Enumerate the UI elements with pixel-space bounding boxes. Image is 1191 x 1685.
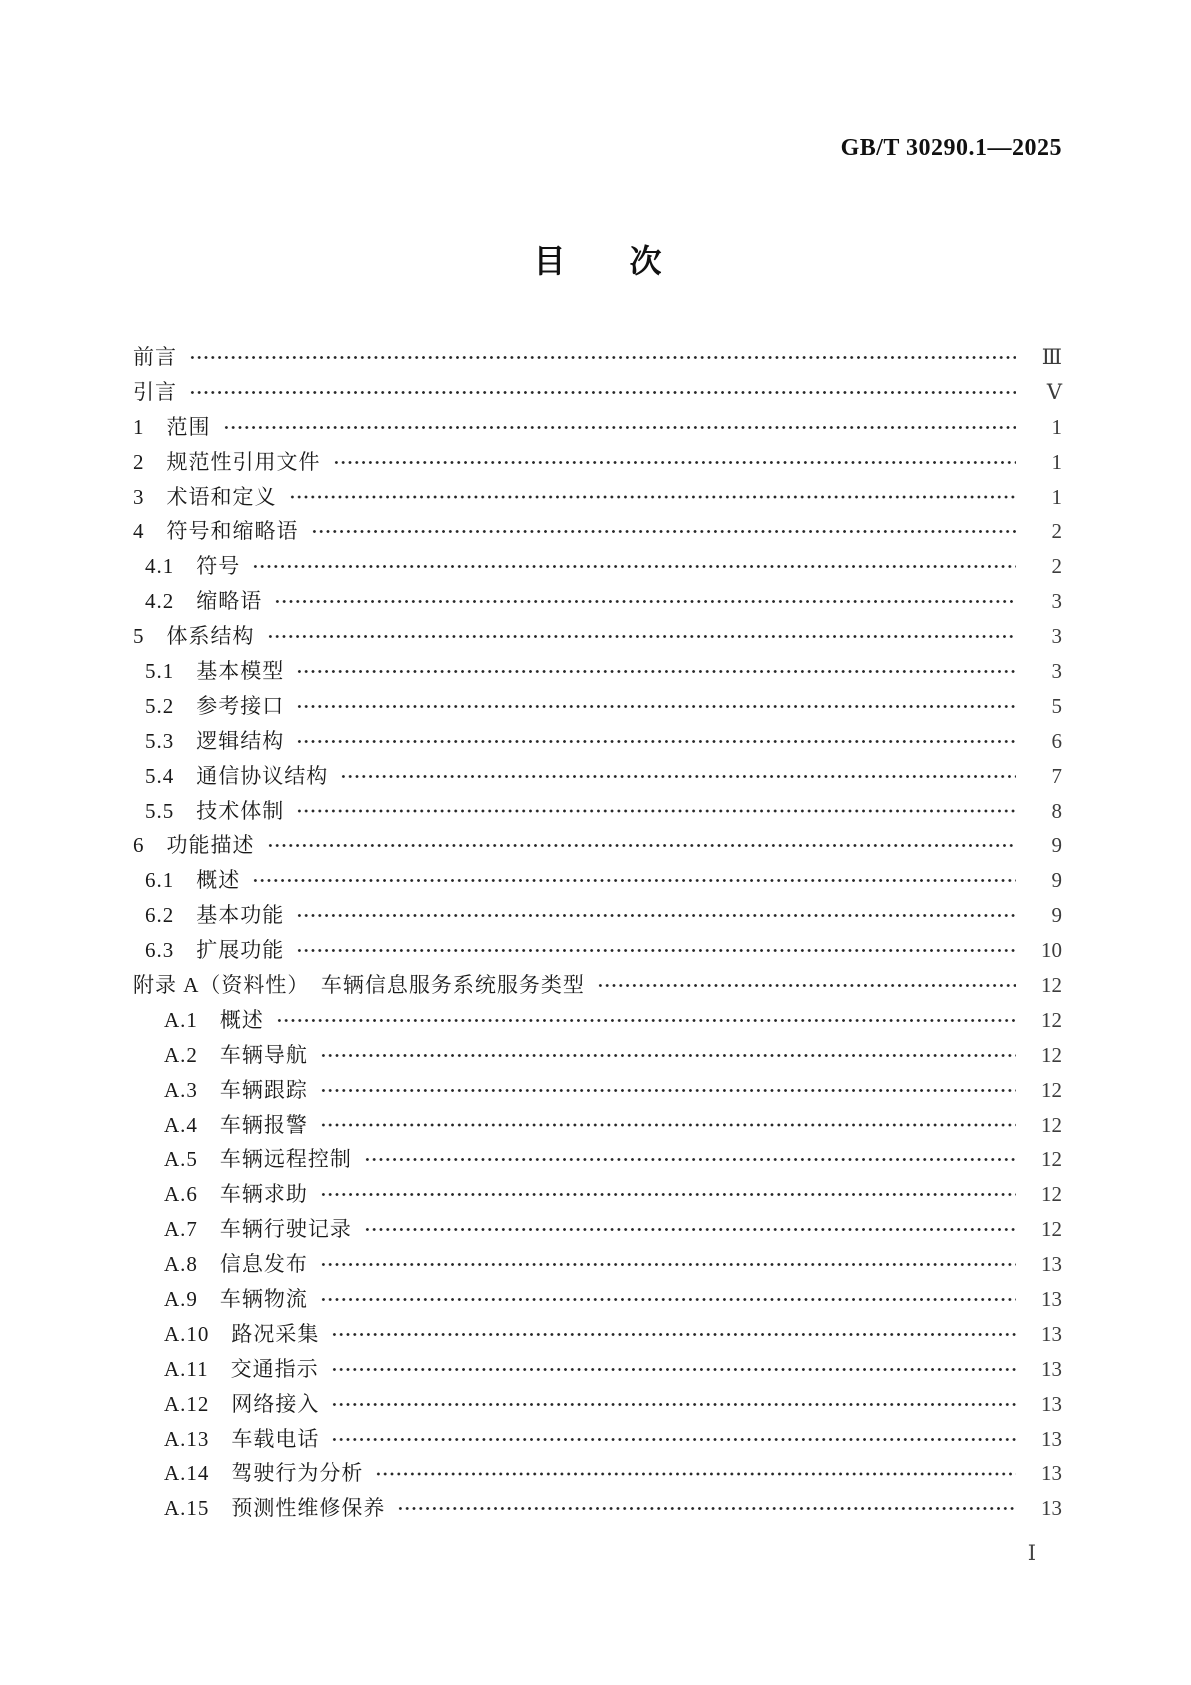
toc-entry-page: 3	[1051, 658, 1062, 683]
toc-entry-label: A.15 预测性维修保养	[164, 1496, 386, 1521]
toc-entry-page: 13	[1041, 1286, 1062, 1311]
toc-entry-page: 3	[1051, 589, 1062, 614]
toc-entry-label: A.9 车辆物流	[164, 1286, 308, 1311]
toc-entry[interactable]	[133, 689, 1062, 724]
toc-entry[interactable]	[133, 1491, 1062, 1526]
toc-entry[interactable]	[133, 759, 1062, 794]
dot-leader	[296, 898, 1016, 933]
dot-leader	[333, 445, 1017, 480]
toc-entry-label: A.3 车辆跟踪	[164, 1077, 308, 1102]
toc-entry[interactable]	[133, 1108, 1062, 1143]
toc-entry-page: 12	[1041, 972, 1062, 997]
toc-entry-page: 12	[1041, 1007, 1062, 1032]
toc-entry-label: 4.2 缩略语	[145, 589, 263, 614]
toc-entry-label: A.5 车辆远程控制	[164, 1147, 352, 1172]
dot-leader	[320, 1038, 1016, 1073]
toc-entry-label: A.4 车辆报警	[164, 1112, 308, 1137]
toc-entry-label: A.8 信息发布	[164, 1252, 308, 1277]
dot-leader	[189, 340, 1016, 375]
toc-entry-label: 5.1 基本模型	[145, 658, 285, 683]
toc-entry[interactable]	[133, 1352, 1062, 1387]
toc-entry[interactable]	[133, 549, 1062, 584]
dot-leader	[267, 619, 1017, 654]
dot-leader	[331, 1422, 1016, 1457]
toc-entry-label: 6.1 概述	[145, 868, 241, 893]
toc-entry-page: Ⅲ	[1041, 344, 1062, 369]
toc-entry-label: A.1 概述	[164, 1007, 264, 1032]
dot-leader	[296, 794, 1016, 829]
dot-leader	[296, 724, 1016, 759]
dot-leader	[296, 933, 1016, 968]
toc-entry-label: A.6 车辆求助	[164, 1182, 308, 1207]
toc-entry[interactable]	[133, 340, 1062, 375]
toc-entry-page: 13	[1041, 1391, 1062, 1416]
toc-entry-page: 12	[1041, 1147, 1062, 1172]
toc-entry-page: 7	[1051, 763, 1062, 788]
toc-entry-label: 3 术语和定义	[133, 484, 277, 509]
toc-entry-page: 8	[1051, 798, 1062, 823]
toc-entry-label: A.7 车辆行驶记录	[164, 1217, 352, 1242]
toc-entry-page: 1	[1051, 414, 1062, 439]
toc-entry[interactable]	[133, 584, 1062, 619]
toc-entry[interactable]	[133, 1247, 1062, 1282]
toc-entry-page: 10	[1041, 938, 1062, 963]
dot-leader	[289, 480, 1017, 515]
toc-entry-page: 12	[1041, 1182, 1062, 1207]
folio	[133, 1541, 1062, 1566]
toc-entry-label: 5 体系结构	[133, 624, 255, 649]
toc-entry-page: 6	[1051, 728, 1062, 753]
toc-entry-label: 前言	[133, 344, 177, 369]
toc-entry[interactable]	[133, 514, 1062, 549]
dot-leader	[276, 1003, 1016, 1038]
toc-entry[interactable]	[133, 828, 1062, 863]
toc-entry-label: 5.5 技术体制	[145, 798, 285, 823]
toc-entry[interactable]	[133, 1177, 1062, 1212]
footer-page-number: Ⅰ	[1027, 1541, 1036, 1565]
dot-leader	[311, 514, 1017, 549]
toc-entry-label: 6.2 基本功能	[145, 903, 285, 928]
toc-entry[interactable]	[133, 898, 1062, 933]
toc-entry[interactable]	[133, 933, 1062, 968]
toc-entry[interactable]	[133, 863, 1062, 898]
toc-entry-label: 1 范围	[133, 414, 211, 439]
toc-entry-page: 2	[1051, 519, 1062, 544]
dot-leader	[331, 1317, 1016, 1352]
dot-leader	[296, 654, 1016, 689]
toc-entry-page: 3	[1051, 624, 1062, 649]
toc-entry[interactable]	[133, 1457, 1062, 1492]
dot-leader	[223, 410, 1017, 445]
toc-entry-page: Ⅴ	[1046, 379, 1062, 404]
toc-entry[interactable]	[133, 1387, 1062, 1422]
dot-leader	[331, 1352, 1016, 1387]
toc-entry-label: 5.2 参考接口	[145, 693, 285, 718]
toc-entry-page: 13	[1041, 1356, 1062, 1381]
toc-entry[interactable]	[133, 1282, 1062, 1317]
toc-entry-label: A.13 车载电话	[164, 1426, 320, 1451]
toc-entry-label: 6.3 扩展功能	[145, 938, 285, 963]
dot-leader	[274, 584, 1016, 619]
toc-entry-label: A.12 网络接入	[164, 1391, 320, 1416]
toc-entry-label: A.14 驾驶行为分析	[164, 1461, 364, 1486]
toc-entry-page: 1	[1051, 449, 1062, 474]
toc-entry-label: A.10 路况采集	[164, 1321, 320, 1346]
toc-entry-label: A.2 车辆导航	[164, 1042, 308, 1067]
toc-entry[interactable]	[133, 1142, 1062, 1177]
dot-leader	[267, 828, 1017, 863]
page-title: 目 次	[533, 243, 662, 279]
toc-entry-page: 12	[1041, 1042, 1062, 1067]
toc-entry[interactable]	[133, 375, 1062, 410]
toc-entry-page: 13	[1041, 1461, 1062, 1486]
toc-entry-page: 12	[1041, 1217, 1062, 1242]
toc-entry-label: 5.3 逻辑结构	[145, 728, 285, 753]
dot-leader	[364, 1212, 1016, 1247]
toc-entry-label: 4 符号和缩略语	[133, 519, 299, 544]
toc-entry-page: 12	[1041, 1112, 1062, 1137]
toc-entry-page: 9	[1051, 903, 1062, 928]
dot-leader	[375, 1457, 1016, 1492]
toc-entry-page: 2	[1051, 554, 1062, 579]
toc-entry-label: 4.1 符号	[145, 554, 241, 579]
toc-entry-page: 13	[1041, 1496, 1062, 1521]
toc-entry-page: 13	[1041, 1252, 1062, 1277]
dot-leader	[189, 375, 1016, 410]
dot-leader	[320, 1073, 1016, 1108]
toc-entry[interactable]	[133, 1073, 1062, 1108]
toc-entry-label: 5.4 通信协议结构	[145, 763, 329, 788]
toc-entry-label: A.11 交通指示	[164, 1356, 319, 1381]
dot-leader	[252, 863, 1016, 898]
toc-entry-page: 12	[1041, 1077, 1062, 1102]
toc-entry-label: 6 功能描述	[133, 833, 255, 858]
toc-entry-page: 1	[1051, 484, 1062, 509]
dot-leader	[340, 759, 1016, 794]
dot-leader	[364, 1142, 1016, 1177]
toc-entry[interactable]	[133, 1212, 1062, 1247]
toc-entry[interactable]	[133, 619, 1062, 654]
toc-entry-label: 引言	[133, 379, 177, 404]
dot-leader	[296, 689, 1016, 724]
toc-entry[interactable]	[133, 794, 1062, 829]
toc-entry[interactable]	[133, 724, 1062, 759]
toc-entry-page: 9	[1051, 868, 1062, 893]
dot-leader	[320, 1282, 1016, 1317]
toc-entry[interactable]	[133, 1003, 1062, 1038]
toc-entry[interactable]	[133, 445, 1062, 480]
dot-leader	[397, 1491, 1016, 1526]
toc-entry-page: 13	[1041, 1426, 1062, 1451]
toc-entry[interactable]	[133, 410, 1062, 445]
toc-entry-page: 13	[1041, 1321, 1062, 1346]
toc-entry[interactable]	[133, 480, 1062, 515]
dot-leader	[320, 1108, 1016, 1143]
dot-leader	[331, 1387, 1016, 1422]
toc-entry-page: 5	[1051, 693, 1062, 718]
dot-leader	[320, 1177, 1016, 1212]
toc-entry-label: 附录 A（资料性） 车辆信息服务系统服务类型	[133, 972, 585, 997]
toc-entry[interactable]	[133, 1038, 1062, 1073]
toc-entry[interactable]	[133, 654, 1062, 689]
toc-entry[interactable]	[133, 1317, 1062, 1352]
toc-entry[interactable]	[133, 968, 1062, 1003]
toc-entry-page: 9	[1051, 833, 1062, 858]
dot-leader	[597, 968, 1016, 1003]
toc-entry-label: 2 规范性引用文件	[133, 449, 321, 474]
toc-entry[interactable]	[133, 1422, 1062, 1457]
dot-leader	[252, 549, 1016, 584]
dot-leader	[320, 1247, 1016, 1282]
toc-list	[133, 340, 1062, 1526]
standard-number: GB/T 30290.1—2025	[840, 135, 1062, 161]
